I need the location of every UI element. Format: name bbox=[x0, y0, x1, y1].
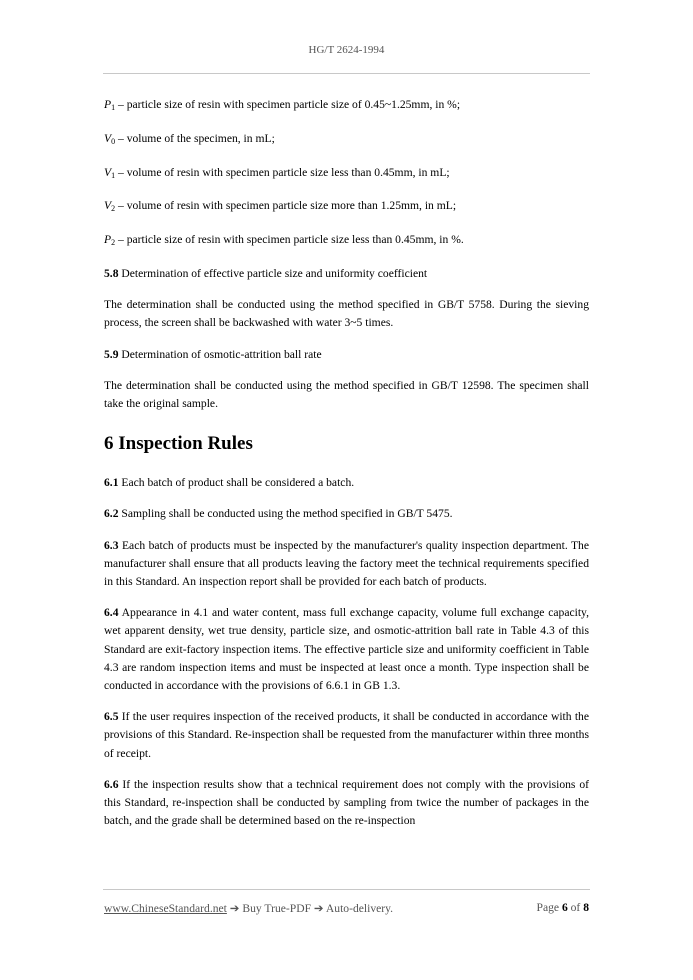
variable-symbol: $P_2$ bbox=[104, 233, 116, 248]
clause-6-6 bbox=[104, 776, 589, 831]
variable-definition-p1 bbox=[104, 96, 589, 115]
variable-definition-v2 bbox=[104, 197, 589, 216]
clause-number: 6.5 bbox=[104, 710, 119, 724]
clause-number: 6.3 bbox=[104, 538, 119, 552]
arrow-right-icon: ➔ bbox=[311, 902, 326, 915]
definition-text: – particle size of resin with specimen particle size less than 0.45mm, in %. bbox=[115, 233, 464, 247]
clause-5-9 bbox=[104, 346, 589, 364]
variable-symbol: $V_2$ bbox=[104, 199, 116, 214]
clause-number: 6.2 bbox=[104, 507, 119, 521]
definition-text: – volume of resin with specimen particle size more than 1.25mm, in mL; bbox=[115, 199, 457, 213]
clause-6-3 bbox=[104, 537, 589, 592]
arrow-right-icon: ➔ bbox=[226, 902, 243, 915]
variable-definition-v1 bbox=[104, 164, 589, 183]
clause-text: If the user requires inspection of the received products, it shall be conducted in accordance with the provisions of this Standard. Re-inspection shall be requested from the manufacturer within three months of receipt. bbox=[104, 710, 589, 760]
buy-pdf-text: Buy True-PDF bbox=[242, 902, 312, 915]
clause-text: Each batch of products must be inspected by the manufacturer's quality inspection department. The manufacturer shall ensure that all products leaving the factory meet the technical requirements specified in this Standard. An inspection report shall be provided for each batch of products. bbox=[104, 538, 589, 589]
clause-text: Determination of effective particle size and uniformity coefficient bbox=[118, 266, 428, 280]
variable-symbol: $V_1$ bbox=[104, 165, 116, 180]
clause-text: If the inspection results show that a technical requirement does not comply with the provisions of this Standard, re-inspection shall be conducted by sampling from twice the number of packages in the batch, and the grade shall be determined based on the re-inspection bbox=[104, 777, 589, 828]
clause-number: 6.1 bbox=[104, 476, 119, 490]
clause-number: 6.6 bbox=[104, 777, 119, 791]
auto-delivery-text: Auto-delivery. bbox=[325, 902, 394, 915]
total-pages: 8 bbox=[583, 901, 589, 914]
clause-5-8 bbox=[104, 265, 589, 283]
footer-promo bbox=[104, 901, 393, 915]
site-link[interactable]: www.ChineseStandard.net bbox=[104, 902, 227, 915]
page-number bbox=[537, 901, 590, 914]
section-heading: 6 Inspection Rules bbox=[104, 433, 253, 455]
clause-text: Appearance in 4.1 and water content, mass full exchange capacity, volume full exchange capacity, wet apparent density, wet true density, particle size, and osmotic-attrition ball rate in Table 4.3 of this Standard are exit-factory inspection items. The effective particle size and uniformity coefficient in Table 4.3 are random inspection items and must be inspected at least once a month. Type inspection shall be conducted in accordance with the provisions of 6.6.1 in GB 1.3. bbox=[104, 606, 589, 693]
definition-text: – particle size of resin with specimen particle size of 0.45~1.25mm, in %; bbox=[115, 98, 461, 111]
variable-definition-v0 bbox=[104, 130, 589, 149]
variable-definition-p2 bbox=[104, 231, 589, 250]
clause-6-5 bbox=[104, 708, 589, 763]
clause-text: Each batch of product shall be considered a batch. bbox=[118, 476, 355, 490]
page-content bbox=[104, 96, 589, 843]
clause-5-9-body bbox=[104, 377, 589, 413]
clause-number: 6.4 bbox=[104, 606, 119, 620]
of-label: of bbox=[567, 901, 584, 914]
variable-symbol: $P_1$ bbox=[104, 98, 116, 112]
current-page: 6 bbox=[561, 901, 568, 914]
definition-text: – volume of resin with specimen particle size less than 0.45mm, in mL; bbox=[115, 165, 450, 179]
page-label: Page bbox=[536, 901, 562, 914]
variable-symbol: $V_0$ bbox=[104, 131, 116, 146]
clause-5-8-body bbox=[104, 296, 589, 332]
footer-divider bbox=[103, 889, 590, 890]
clause-text: Sampling shall be conducted using the method specified in GB/T 5475. bbox=[118, 507, 453, 521]
clause-text: The determination shall be conducted using the method specified in GB/T 5758. During the sieving process, the screen shall be backwashed with water 3~5 times. bbox=[104, 298, 589, 330]
clause-6-4 bbox=[104, 604, 589, 695]
clause-text: The determination shall be conducted using the method specified in GB/T 12598. The specimen shall take the original sample. bbox=[104, 378, 589, 410]
clause-number: 5.8 bbox=[104, 266, 119, 280]
page-header: HG/T 2624-1994 bbox=[308, 44, 385, 56]
header-divider bbox=[103, 73, 590, 74]
clause-number: 5.9 bbox=[104, 347, 119, 361]
clause-text: Determination of osmotic-attrition ball rate bbox=[118, 347, 322, 361]
clause-6-2 bbox=[104, 505, 589, 523]
definition-text: – volume of the specimen, in mL; bbox=[115, 131, 275, 145]
clause-6-1 bbox=[104, 474, 589, 492]
